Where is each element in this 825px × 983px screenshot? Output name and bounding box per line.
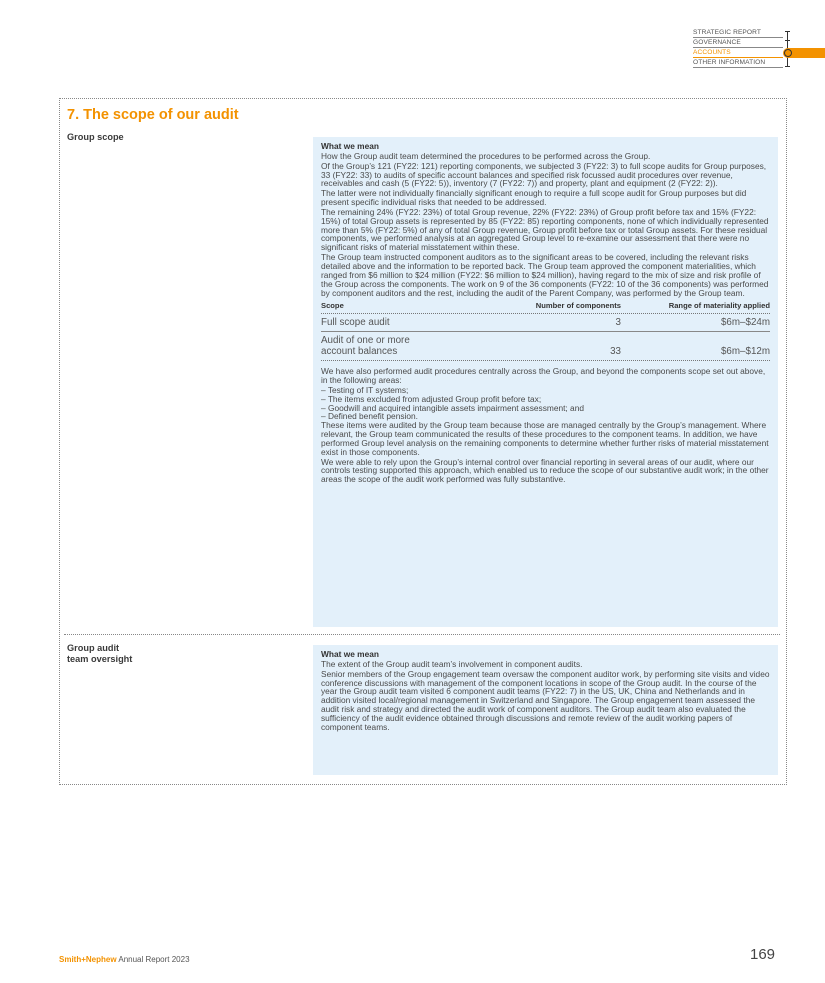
page-number: 169: [750, 946, 776, 963]
oversight-intro: The extent of the Group audit team’s involvement in component audits.: [321, 658, 583, 669]
cell-scope-line: Audit of one or more: [321, 335, 410, 347]
section-nav: [693, 28, 783, 68]
footer-brand: [59, 955, 190, 964]
what-we-mean-heading: What we mean: [321, 649, 379, 659]
list-item: – Testing of IT systems;: [321, 386, 770, 395]
scope-table: [321, 302, 770, 361]
cell-range: $6m–$24m: [720, 317, 770, 329]
oversight-paragraph: Senior members of the Group engagement team oversaw the component auditor work, by performing site visits and video conference discussions with management of the component locations in scope of the Group audit. In the course of the year the Group audit team visited 6 component audit teams (FY22: 7) in the US, UK, China and Netherlands and in addition visited local/regional management in Switzerland and Singapore. The Group engagement team assessed the audit risk and strategy and directed the audit work of component auditors. The Group audit team also evaluated the sufficiency of the audit evidence obtained through discussions and remote review of the audit working papers of component teams.: [321, 668, 770, 732]
nav-tick: [785, 66, 790, 67]
col-components-header: Number of components: [535, 301, 621, 311]
cell-scope: [321, 335, 501, 357]
central-procedures-list: [321, 386, 770, 421]
table-row: [321, 314, 770, 332]
group-scope-panel: [313, 137, 778, 627]
nav-item-accounts[interactable]: ACCOUNTS: [693, 48, 783, 58]
nav-item-other-information[interactable]: OTHER INFORMATION: [693, 58, 783, 68]
list-item: – Defined benefit pension.: [321, 412, 770, 421]
nav-item-governance[interactable]: GOVERNANCE: [693, 38, 783, 48]
nav-item-strategic-report[interactable]: STRATEGIC REPORT: [693, 28, 783, 38]
oversight-label-line: team oversight: [67, 653, 133, 664]
row-divider: [64, 634, 780, 635]
brand-name: Smith+Nephew: [59, 955, 117, 964]
group-scope-paragraph: We have also performed audit procedures centrally across the Group, and beyond the components scope set out above, in the following areas:: [321, 366, 766, 386]
cell-scope-line: account balances: [321, 346, 398, 358]
nav-tick: [785, 40, 790, 41]
section-title: 7. The scope of our audit: [67, 107, 239, 123]
table-row: [321, 332, 770, 361]
list-item: – Goodwill and acquired intangible assets impairment assessment; and: [321, 404, 770, 413]
group-scope-intro: How the Group audit team determined the procedures to be performed across the Group.: [321, 150, 651, 161]
active-section-dot-icon: [784, 49, 792, 57]
oversight-panel: [313, 645, 778, 775]
col-scope-header: Scope: [321, 301, 344, 311]
group-scope-paragraph: The remaining 24% (FY22: 23%) of total Group revenue, 22% (FY22: 23%) of Group profit before tax and 15% (FY22: 15%) of total Group assets is represented by 85 (FY22: 85) reporting components, none of which individually represented more than 5% (FY22: 5%) of any of total Group revenue, Group profit before tax or total Group assets. For these residual components, we performed analysis at an aggregated Group level to re-examine our assessment that there were no significant risks of material misstatement within these.: [321, 206, 769, 253]
nav-tick: [785, 31, 790, 32]
group-scope-label: Group scope: [67, 132, 124, 142]
group-scope-paragraph: Of the Group’s 121 (FY22: 121) reporting components, we subjected 3 (FY22: 3) to full scope audits for Group purposes, 33 (FY22: 33) to audits of specific account balances and specified risk focussed audit procedures over revenue, receivables and cash (5 (FY22: 5)), inventory (7 (FY22: 7)) and property, plant and equipment (2 (FY22: 2)).: [321, 160, 767, 189]
oversight-label-line: Group audit: [67, 643, 120, 653]
group-scope-paragraph: The Group team instructed component auditors as to the significant areas to be covered, including the relevant risks detailed above and the information to be reported back. The Group team approved the component materialities, which ranged from $6 million to $24 million (FY22: $6 million to $24 million), having regard to the mix of size and risk profile of the Group across the components. The work on 9 of the 36 components (FY22: 10 of the 36 components) was performed by component auditors and the rest, including the audit of the Parent Company, was performed by the Group team.: [321, 252, 769, 298]
cell-range: $6m–$12m: [720, 346, 770, 358]
group-scope-paragraph: These items were audited by the Group team because those are managed centrally by the Group’s management. Where relevant, the Group team communicated the results of these procedures to the component teams. In addition, we have performed Group level analysis on the remaining components to determine whether further risks of material misstatement exist in those components.: [321, 420, 769, 457]
list-item: – The items excluded from adjusted Group profit before tax;: [321, 395, 770, 404]
col-materiality-header: Range of materiality applied: [668, 301, 770, 311]
report-name: Annual Report 2023: [116, 955, 190, 964]
what-we-mean-heading: What we mean: [321, 141, 379, 151]
group-scope-paragraph: The latter were not individually financially significant enough to require a full scope audit for Group purposes but did present specific individual risks that needed to be addressed.: [321, 188, 747, 208]
cell-scope: Full scope audit: [321, 317, 390, 329]
group-scope-paragraph: We were able to rely upon the Group’s internal control over financial reporting in several areas of our audit, where our controls testing supported this approach, which enabled us to reduce the scope of our substantive audit work; in the other areas the scope of the audit work performed was fully substantive.: [321, 456, 769, 485]
cell-count: 33: [610, 346, 621, 358]
scope-table-header: [321, 302, 770, 314]
oversight-label: [67, 643, 177, 664]
cell-count: 3: [615, 317, 621, 329]
